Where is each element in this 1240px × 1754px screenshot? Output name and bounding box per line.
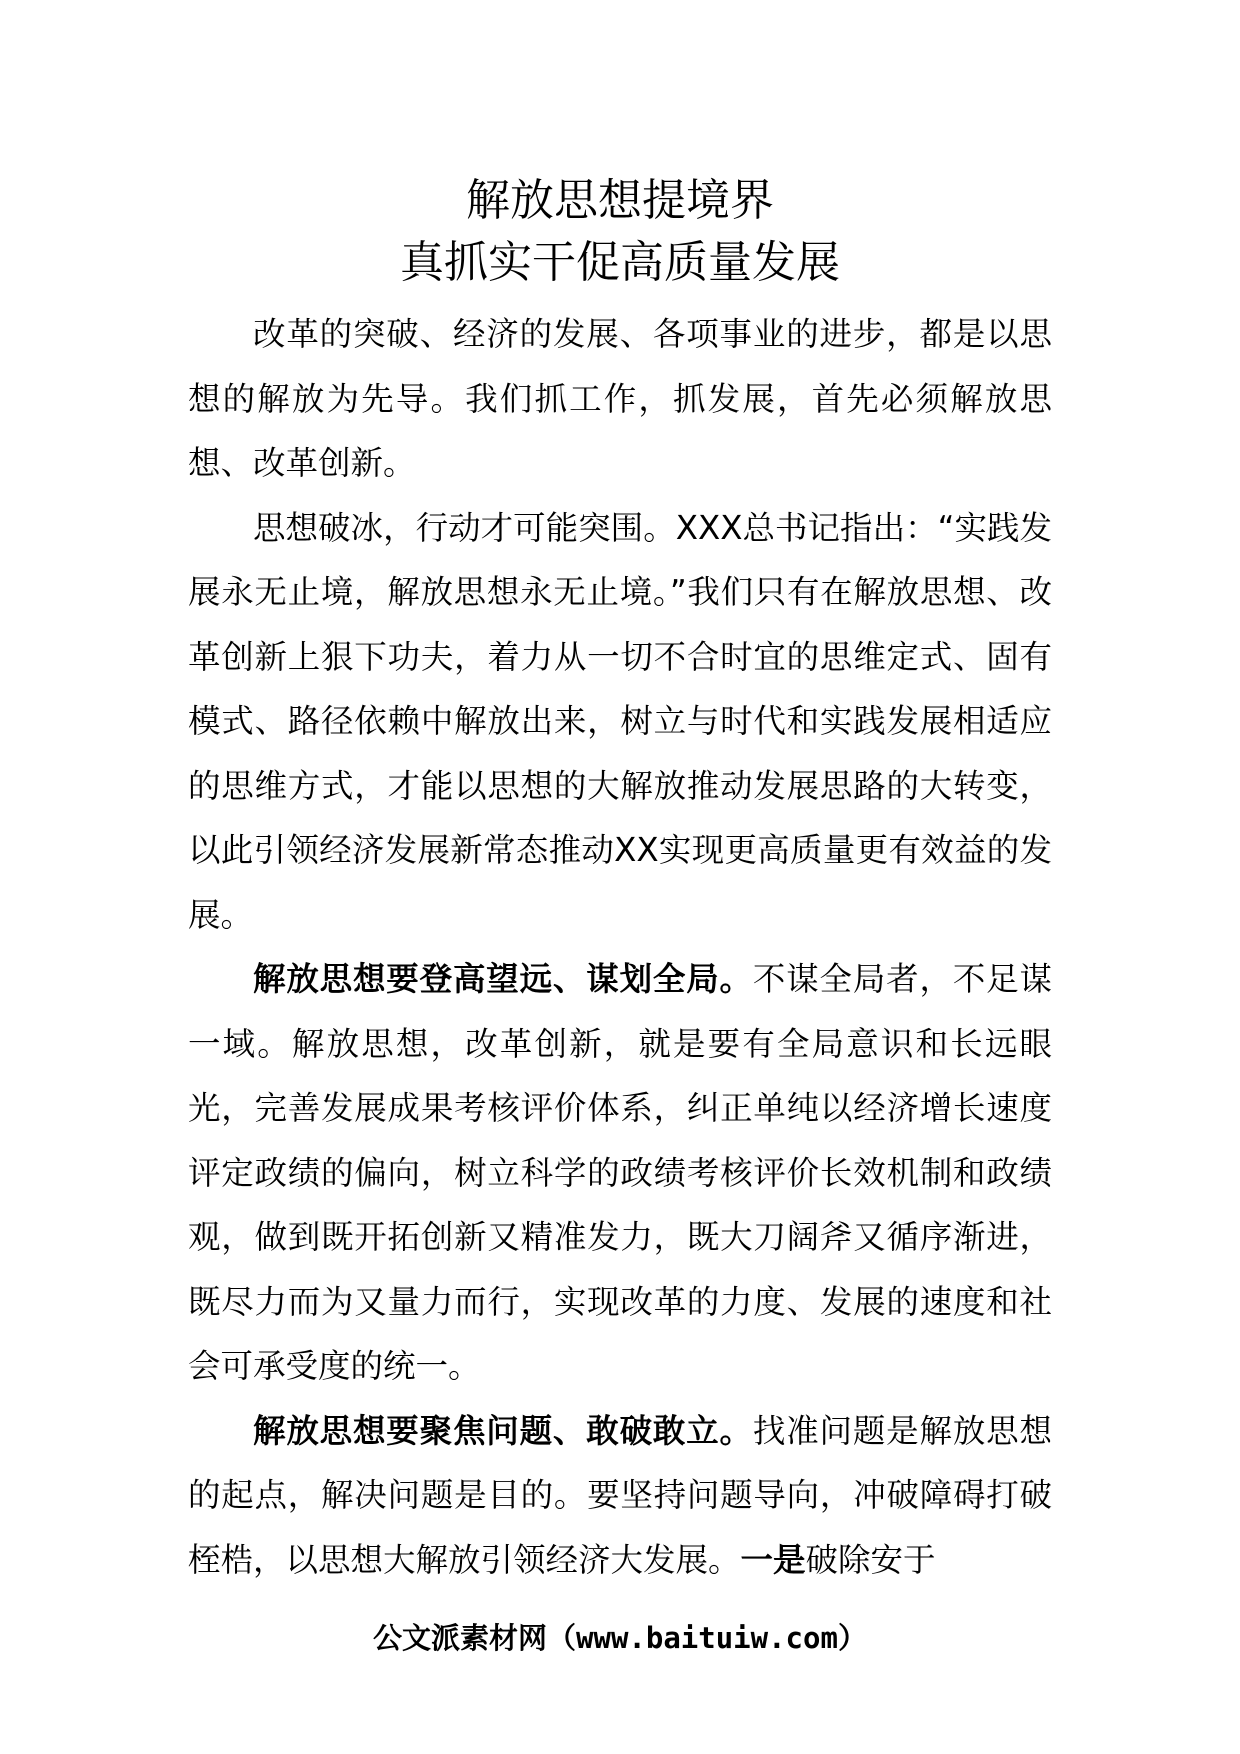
document-title <box>188 170 1052 294</box>
paragraph-4 <box>188 1399 1052 1593</box>
document-page <box>188 170 1052 1592</box>
paragraph-2 <box>188 496 1052 948</box>
paragraph-3-text: 不谋全局者，不足谋一域。解放思想，改革创新，就是要有全局意识和长远眼光，完善发展成果考核评价体系，纠正单纯以经济增长速度评定政绩的偏向，树立科学的政绩考核评价长效机制和政绩观，做到既开拓创新又精准发力，既大刀阔斧又循序渐进，既尽力而为又量力而行，实现改革的力度、发展的速度和社会可承受度的统一。 <box>188 960 1052 1385</box>
paragraph-1 <box>188 302 1052 496</box>
footer-site-name: 公文派素材网 <box>373 1621 548 1655</box>
paragraph-4-text-continued: 破除安于 <box>805 1540 936 1579</box>
paragraph-2-text: 思想破冰，行动才可能突围。XXX总书记指出：“实践发展永无止境，解放思想永无止境。”我们只有在解放思想、改革创新上狠下功夫，着力从一切不合时宜的思维定式、固有模式、路径依赖中解放出来，树立与时代和实践发展相适应的思维方式，才能以思想的大解放推动发展思路的大转变，以此引领经济发展新常态推动XX实现更高质量更有效益的发展。 <box>188 508 1052 934</box>
paragraph-1-text: 改革的突破、经济的发展、各项事业的进步，都是以思想的解放为先导。我们抓工作，抓发展，首先必须解放思想、改革创新。 <box>188 315 1052 482</box>
paragraph-4-enum-marker: 一是 <box>740 1540 806 1579</box>
paragraph-4-heading: 解放思想要聚焦问题、敢破敢立。 <box>253 1411 753 1450</box>
document-body <box>188 302 1052 1592</box>
paragraph-3 <box>188 947 1052 1399</box>
page-footer <box>0 1616 1240 1657</box>
footer-url: （www.baituiw.com） <box>547 1621 867 1655</box>
title-line-1: 解放思想提境界 <box>466 175 774 226</box>
paragraph-4-text: 找准问题是解放思想的起点，解决问题是目的。要坚持问题导向，冲破障碍打破桎梏，以思想大解放引领经济大发展。 <box>188 1411 1052 1579</box>
title-line-2: 真抓实干促高质量发展 <box>400 237 840 288</box>
paragraph-3-heading: 解放思想要登高望远、谋划全局。 <box>253 960 753 998</box>
